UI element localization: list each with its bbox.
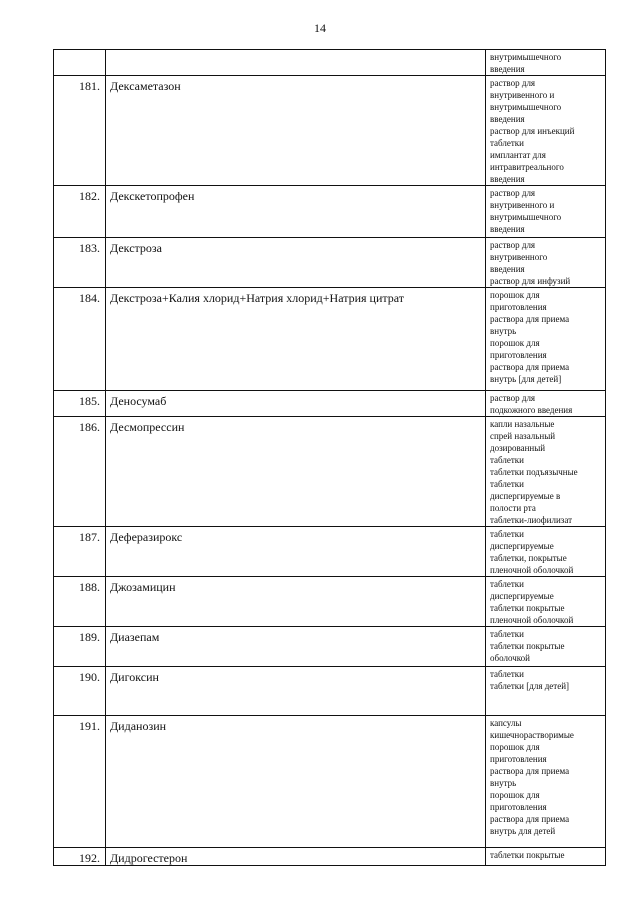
dosage-form-line: приготовления	[490, 802, 547, 812]
dosage-form-line: таблетки	[490, 529, 525, 539]
dosage-form-line: таблетки, покрытые	[490, 553, 567, 563]
dosage-form-line: таблетки	[490, 629, 525, 639]
dosage-form-line: таблетки	[490, 138, 525, 148]
drug-name: Джозамицин	[106, 577, 486, 627]
dosage-forms	[486, 716, 606, 848]
dosage-forms	[486, 391, 606, 417]
drug-name	[106, 50, 486, 76]
dosage-form-line: имплантат для	[490, 150, 546, 160]
dosage-form-line: внутрь	[490, 778, 517, 788]
row-number: 181.	[54, 76, 106, 186]
dosage-form-line: пленочной оболочкой	[490, 615, 574, 625]
dosage-form-line: порошок для	[490, 338, 540, 348]
row-number: 184.	[54, 288, 106, 391]
drug-name: Дексаметазон	[106, 76, 486, 186]
dosage-form-line: таблетки покрытые	[490, 850, 565, 860]
dosage-form-line: таблетки [для детей]	[490, 681, 570, 691]
row-number: 189.	[54, 627, 106, 667]
dosage-form-line: приготовления	[490, 350, 547, 360]
table-row	[54, 288, 606, 391]
dosage-form-line: порошок для	[490, 290, 540, 300]
drug-name: Декскетопрофен	[106, 186, 486, 238]
dosage-forms	[486, 667, 606, 716]
dosage-form-line: оболочкой	[490, 653, 530, 663]
dosage-form-line: раствор для	[490, 240, 536, 250]
dosage-form-line: раствор для	[490, 393, 536, 403]
dosage-form-line: раствора для приема	[490, 314, 570, 324]
dosage-form-line: внутрь для детей	[490, 826, 556, 836]
table-row	[54, 716, 606, 848]
dosage-forms	[486, 848, 606, 866]
dosage-form-line: введения	[490, 114, 525, 124]
dosage-form-line: таблетки	[490, 455, 525, 465]
dosage-form-line: внутримышечного	[490, 212, 562, 222]
row-number: 182.	[54, 186, 106, 238]
drug-name: Диданозин	[106, 716, 486, 848]
row-number: 187.	[54, 527, 106, 577]
table-row	[54, 238, 606, 288]
dosage-form-line: таблетки	[490, 579, 525, 589]
row-number: 191.	[54, 716, 106, 848]
dosage-form-line: раствора для приема	[490, 766, 570, 776]
dosage-form-line: внутривенного и	[490, 200, 555, 210]
drug-name: Декстроза+Калия хлорид+Натрия хлорид+Натрия цитрат	[106, 288, 486, 391]
dosage-form-line: раствор для	[490, 188, 536, 198]
dosage-form-line: спрей назальный	[490, 431, 556, 441]
dosage-forms	[486, 186, 606, 238]
dosage-form-line: введения	[490, 64, 525, 74]
dosage-forms	[486, 527, 606, 577]
dosage-forms	[486, 577, 606, 627]
table-row	[54, 848, 606, 866]
dosage-forms	[486, 76, 606, 186]
dosage-form-line: раствор для инъекций	[490, 126, 575, 136]
dosage-form-line: кишечнорастворимые	[490, 730, 574, 740]
table-row	[54, 186, 606, 238]
dosage-forms	[486, 417, 606, 527]
dosage-form-line: дозированный	[490, 443, 546, 453]
dosage-form-line: введения	[490, 264, 525, 274]
dosage-form-line: диспергируемые	[490, 541, 554, 551]
dosage-forms	[486, 50, 606, 76]
drug-name: Декстроза	[106, 238, 486, 288]
dosage-form-line: внутрь	[490, 326, 517, 336]
dosage-form-line: введения	[490, 224, 525, 234]
dosage-form-line: внутривенного и	[490, 90, 555, 100]
drug-name: Десмопрессин	[106, 417, 486, 527]
row-number: 186.	[54, 417, 106, 527]
table-row	[54, 577, 606, 627]
table-row	[54, 50, 606, 76]
dosage-form-line: капсулы	[490, 718, 522, 728]
row-number: 188.	[54, 577, 106, 627]
table-row	[54, 527, 606, 577]
drug-name: Деферазирокс	[106, 527, 486, 577]
dosage-form-line: диспергируемые в	[490, 491, 561, 501]
dosage-form-line: раствор для	[490, 78, 536, 88]
row-number: 190.	[54, 667, 106, 716]
dosage-forms	[486, 627, 606, 667]
dosage-form-line: пленочной оболочкой	[490, 565, 574, 575]
dosage-form-line: порошок для	[490, 742, 540, 752]
dosage-form-line: таблетки	[490, 479, 525, 489]
table-row	[54, 667, 606, 716]
dosage-form-line: внутримышечного	[490, 102, 562, 112]
table-row	[54, 391, 606, 417]
dosage-form-line: таблетки покрытые	[490, 603, 565, 613]
dosage-form-line: порошок для	[490, 790, 540, 800]
dosage-form-line: внутрь [для детей]	[490, 374, 562, 384]
dosage-form-line: внутривенного	[490, 252, 548, 262]
page-number: 14	[314, 21, 326, 35]
dosage-form-line: приготовления	[490, 754, 547, 764]
drug-name: Деносумаб	[106, 391, 486, 417]
dosage-form-line: таблетки-лиофилизат	[490, 515, 573, 525]
row-number: 192.	[54, 848, 106, 866]
dosage-form-line: полости рта	[490, 503, 536, 513]
dosage-form-line: интравитреального	[490, 162, 564, 172]
dosage-form-line: таблетки покрытые	[490, 641, 565, 651]
dosage-forms	[486, 288, 606, 391]
dosage-form-line: таблетки подъязычные	[490, 467, 578, 477]
dosage-form-line: раствора для приема	[490, 814, 570, 824]
dosage-form-line: приготовления	[490, 302, 547, 312]
table-row	[54, 627, 606, 667]
table-row	[54, 417, 606, 527]
row-number: 185.	[54, 391, 106, 417]
row-number: 183.	[54, 238, 106, 288]
dosage-form-line: раствор для инфузий	[490, 276, 571, 286]
dosage-form-line: таблетки	[490, 669, 525, 679]
row-number	[54, 50, 106, 76]
table-row	[54, 76, 606, 186]
dosage-form-line: подкожного введения	[490, 405, 573, 415]
drug-table	[53, 49, 606, 866]
drug-name: Дигоксин	[106, 667, 486, 716]
dosage-form-line: диспергируемые	[490, 591, 554, 601]
dosage-form-line: внутримышечного	[490, 52, 562, 62]
dosage-form-line: введения	[490, 174, 525, 184]
drug-name: Дидрогестерон	[106, 848, 486, 866]
dosage-form-line: раствора для приема	[490, 362, 570, 372]
drug-name: Диазепам	[106, 627, 486, 667]
dosage-forms	[486, 238, 606, 288]
dosage-form-line: капли назальные	[490, 419, 555, 429]
